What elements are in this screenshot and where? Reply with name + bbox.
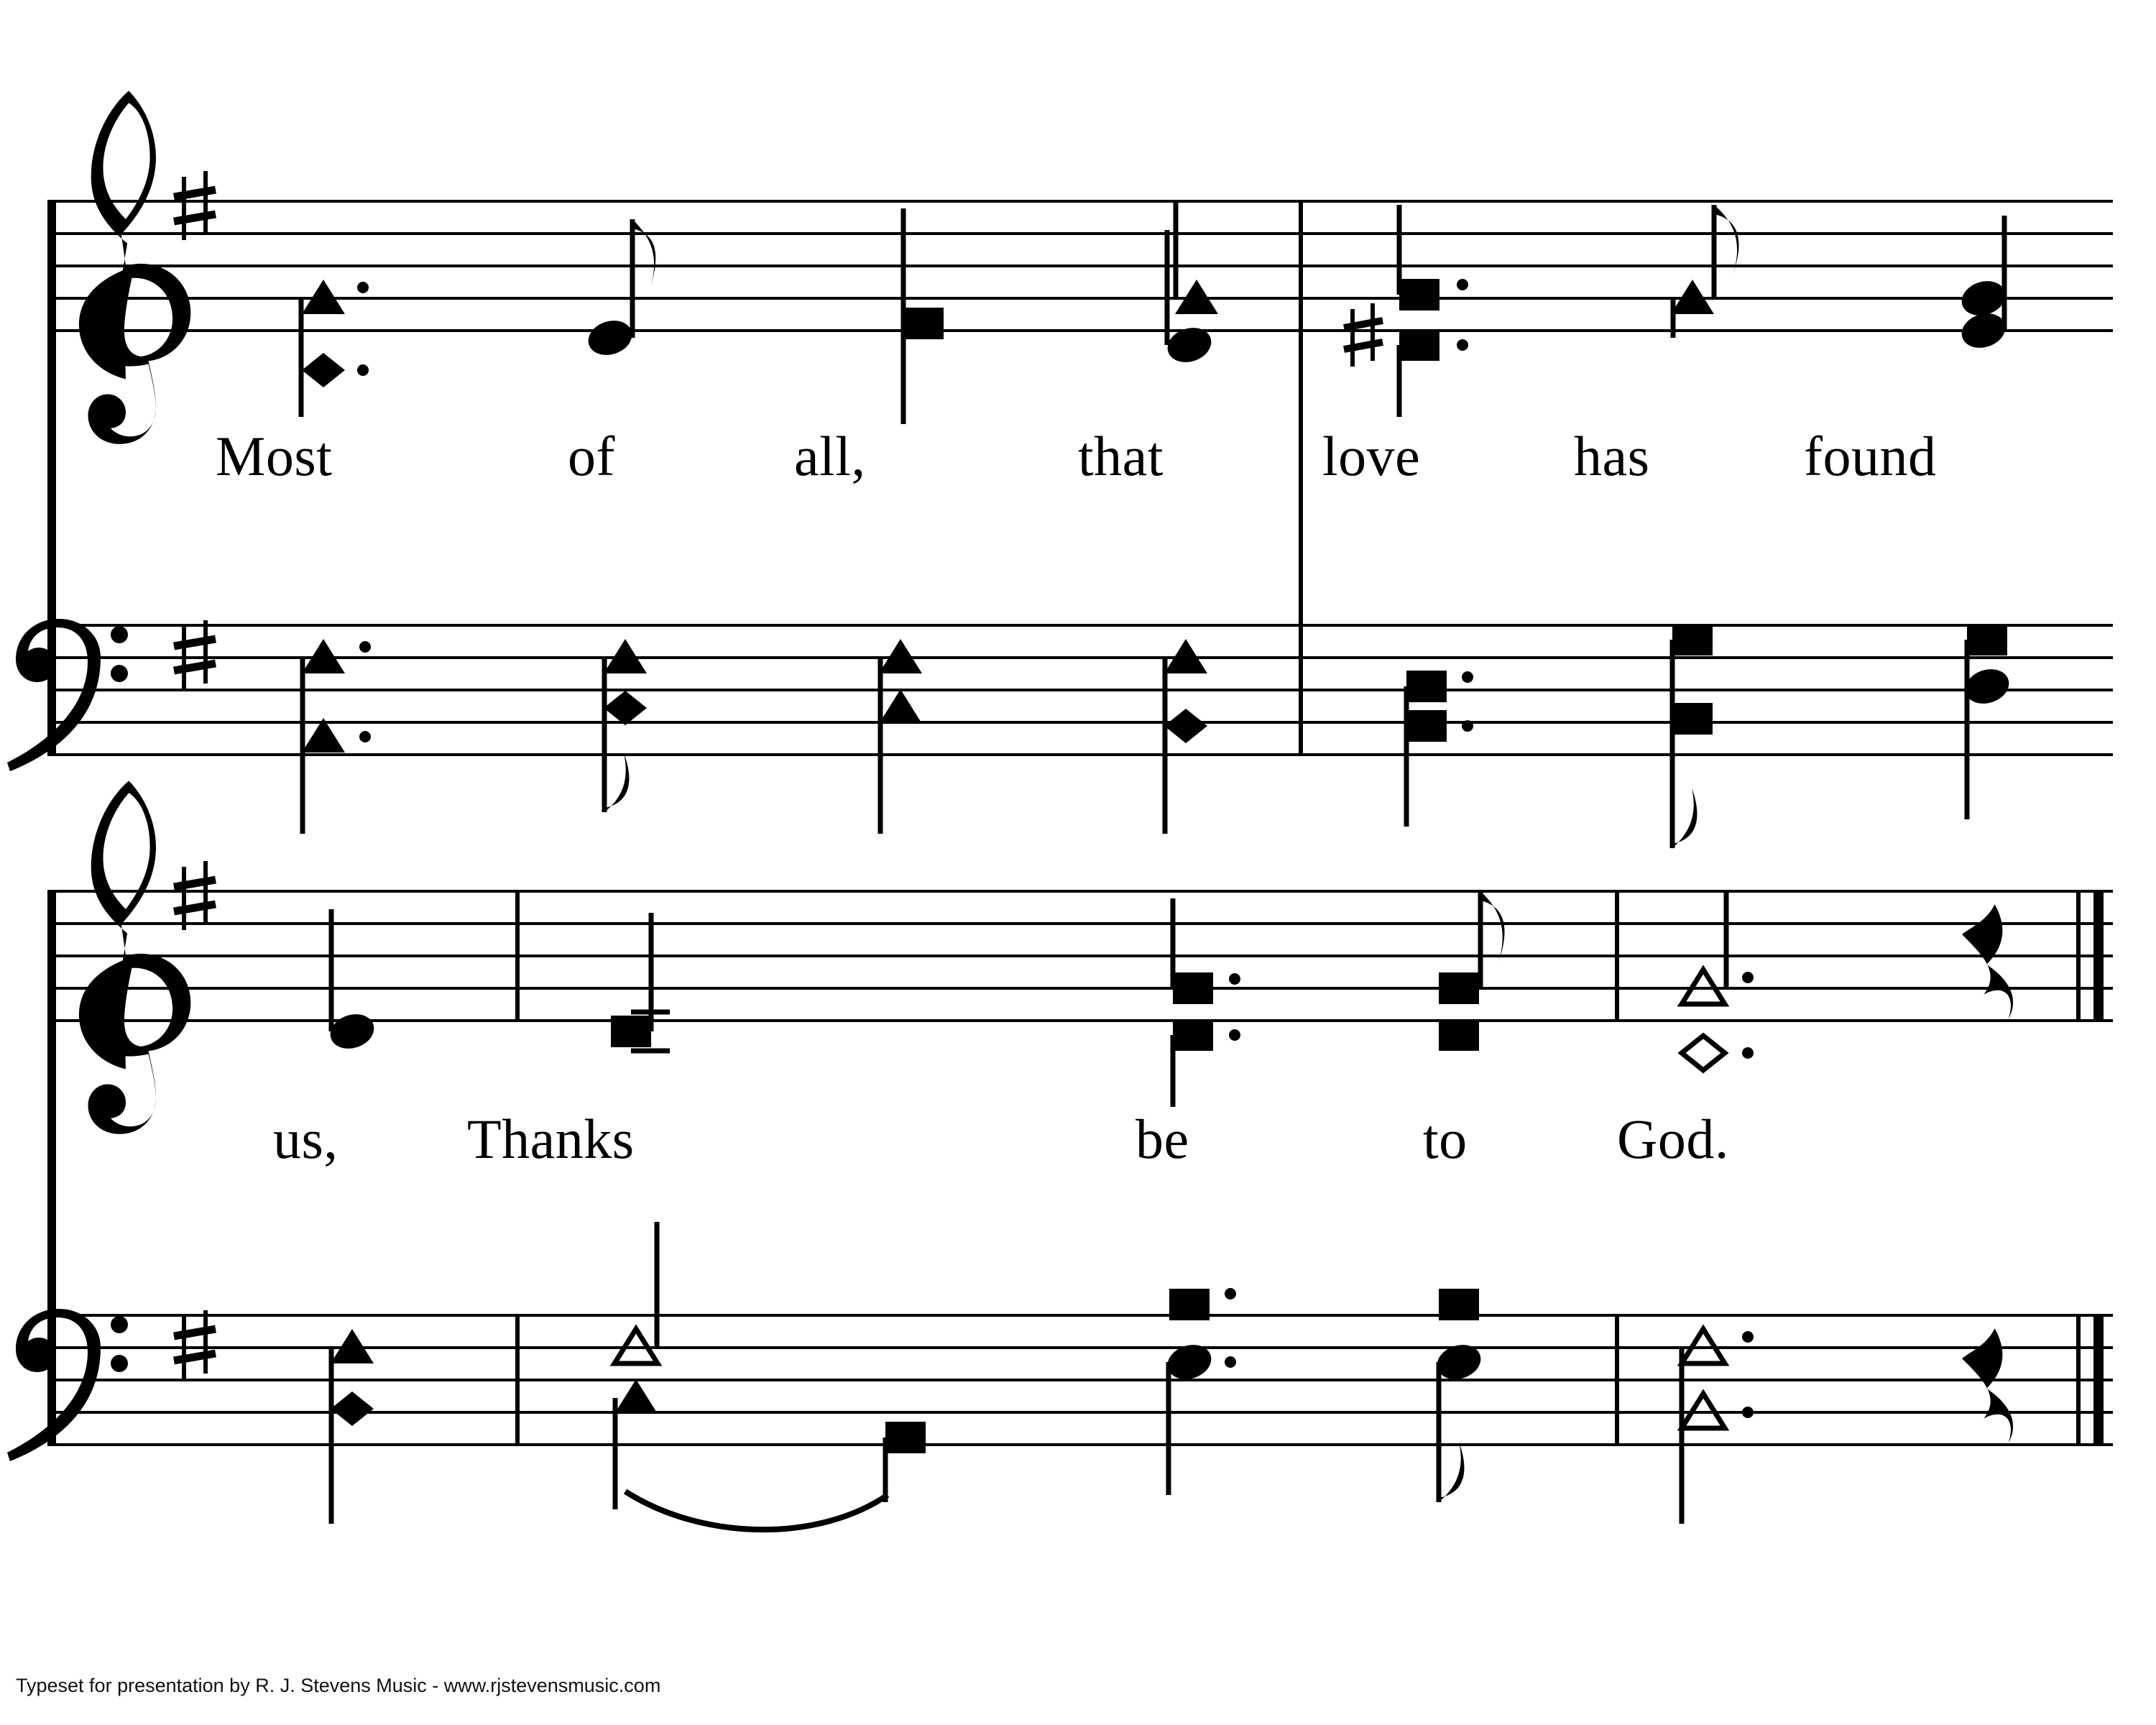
quarter-rest bbox=[1962, 904, 2013, 1019]
lyric-word: all, bbox=[794, 425, 866, 487]
lyric-word: us, bbox=[273, 1108, 338, 1170]
key-signature-sharp bbox=[174, 171, 216, 1379]
quarter-rest bbox=[1962, 1328, 2013, 1443]
bass-clef bbox=[7, 619, 128, 771]
bass-clef bbox=[7, 1309, 128, 1461]
lyric-word: Most bbox=[216, 425, 333, 487]
lyric-word: has bbox=[1574, 425, 1650, 487]
lyric-word: found bbox=[1804, 425, 1937, 487]
treble-clef bbox=[79, 781, 190, 1133]
lyric-word: to bbox=[1423, 1108, 1468, 1170]
lyric-word: love bbox=[1322, 425, 1421, 487]
typeset-credit: Typeset for presentation by R. J. Stevens Music - www.rjstevensmusic.com bbox=[16, 1675, 661, 1696]
treble-clef bbox=[79, 91, 190, 443]
lyric-word: be bbox=[1135, 1108, 1189, 1170]
lyric-word: God. bbox=[1617, 1108, 1729, 1170]
lyric-word: of bbox=[568, 425, 615, 487]
system-2-bass-notes bbox=[331, 1222, 2099, 1530]
lyric-word: Thanks bbox=[467, 1108, 635, 1170]
system-2-treble-staff bbox=[50, 891, 2113, 1021]
lyric-word: that bbox=[1078, 425, 1164, 487]
system-2-bass-staff bbox=[50, 1315, 2113, 1445]
system-1-treble-staff bbox=[50, 201, 2113, 331]
